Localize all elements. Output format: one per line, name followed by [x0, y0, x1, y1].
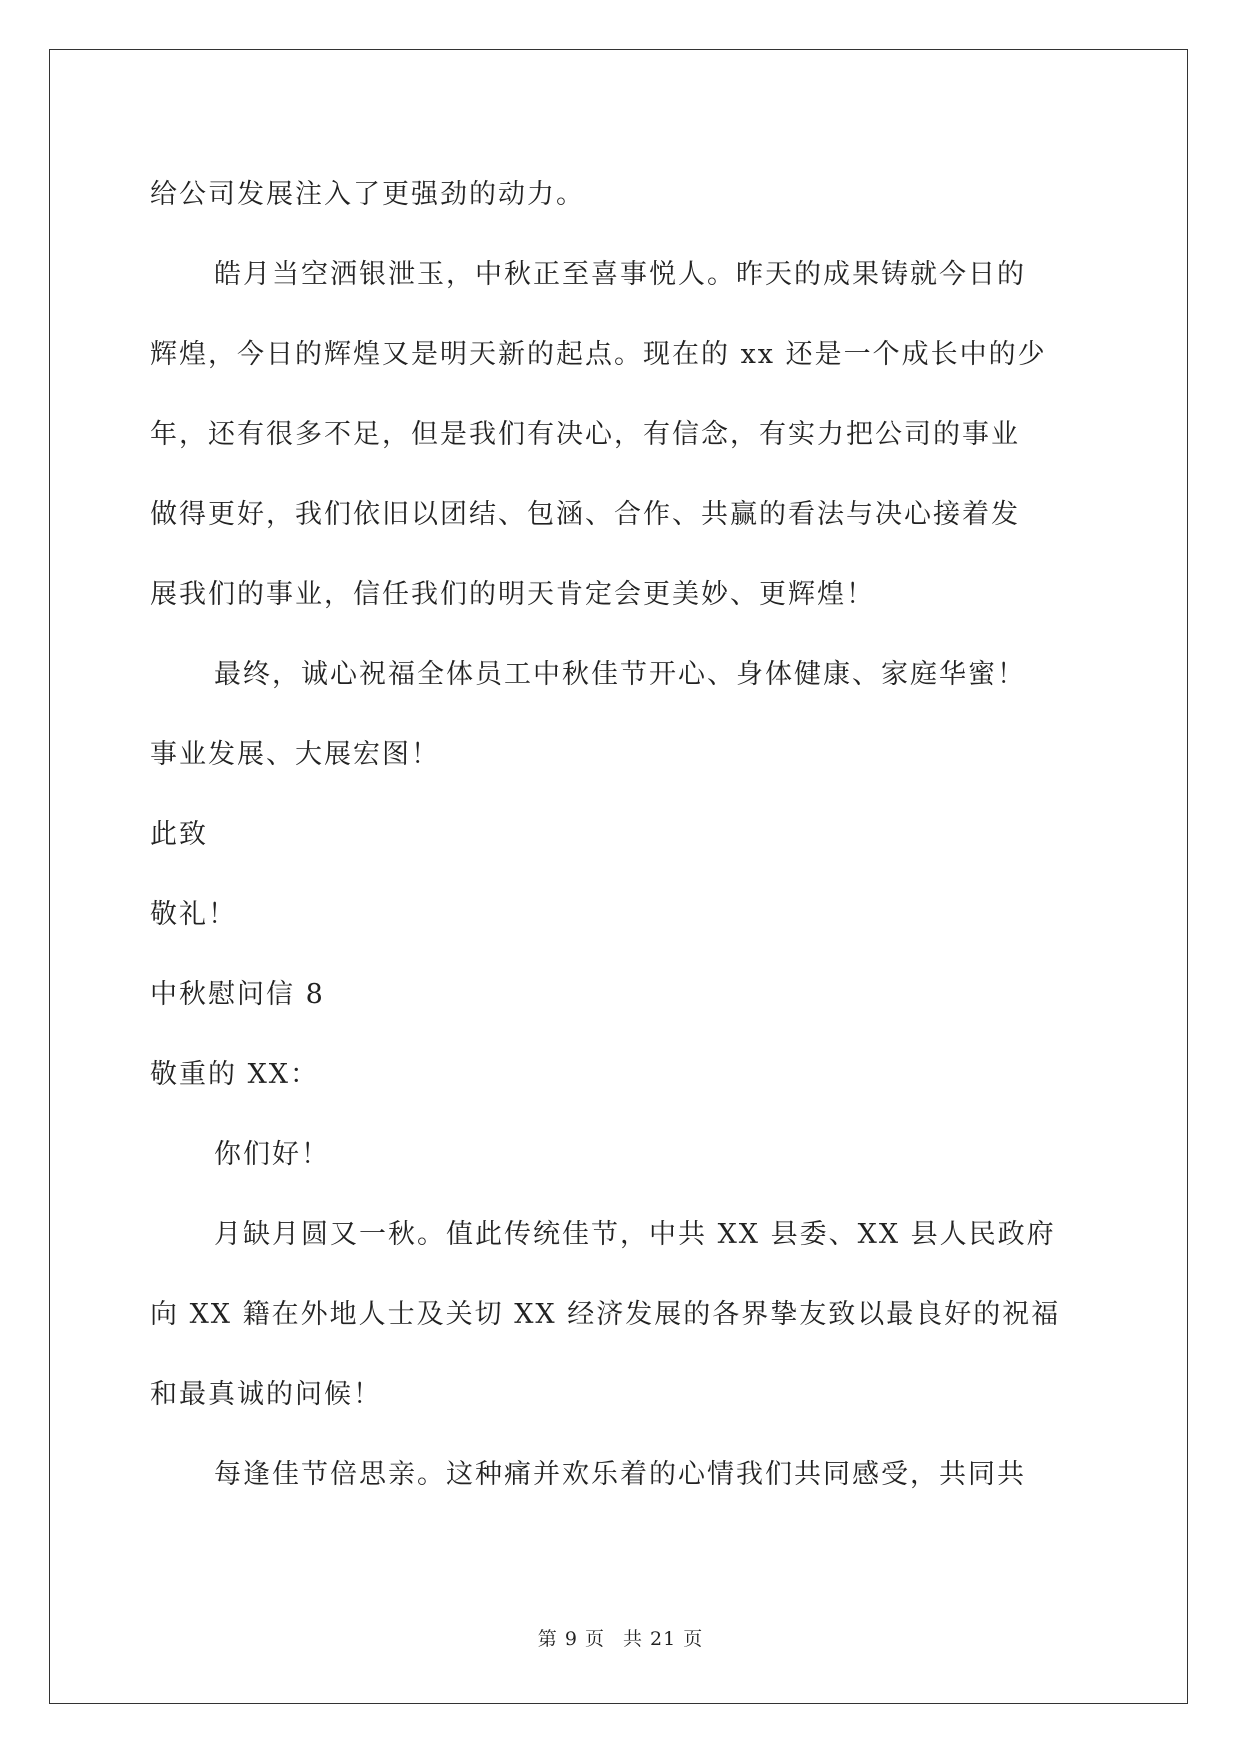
section-heading: 中秋慰问信 8	[150, 979, 325, 1010]
text-line: 月缺月圆又一秋。值此传统佳节，中共 XX 县委、XX 县人民政府	[214, 1219, 1056, 1250]
text-line: 皓月当空洒银泄玉，中秋正至喜事悦人。昨天的成果铸就今日的	[214, 259, 1026, 290]
text-line: 和最真诚的问候！	[150, 1379, 382, 1410]
text-line: 你们好！	[214, 1139, 330, 1170]
text-line: 敬礼！	[150, 899, 237, 930]
text-line: 事业发展、大展宏图！	[150, 739, 440, 770]
text-line: 每逢佳节倍思亲。这种痛并欢乐着的心情我们共同感受，共同共	[214, 1459, 1026, 1490]
page-footer	[0, 1624, 1241, 1651]
text-line: 做得更好，我们依旧以团结、包涵、合作、共赢的看法与决心接着发	[150, 499, 1020, 530]
text-line: 最终，诚心祝福全体员工中秋佳节开心、身体健康、家庭华蜜！	[214, 659, 1026, 690]
text-line: 向 XX 籍在外地人士及关切 XX 经济发展的各界挚友致以最良好的祝福	[150, 1299, 1061, 1330]
text-line: 辉煌，今日的辉煌又是明天新的起点。现在的 xx 还是一个成长中的少	[150, 339, 1047, 370]
salutation: 敬重的 XX：	[150, 1059, 320, 1090]
page-number: 第 9 页	[537, 1628, 605, 1650]
text-line: 此致	[150, 819, 208, 850]
text-line: 展我们的事业，信任我们的明天肯定会更美妙、更辉煌！	[150, 579, 875, 610]
page-total: 共 21 页	[622, 1628, 704, 1650]
text-line: 给公司发展注入了更强劲的动力。	[150, 179, 585, 210]
document-body	[150, 155, 1082, 1515]
text-line: 年，还有很多不足，但是我们有决心，有信念，有实力把公司的事业	[150, 419, 1020, 450]
